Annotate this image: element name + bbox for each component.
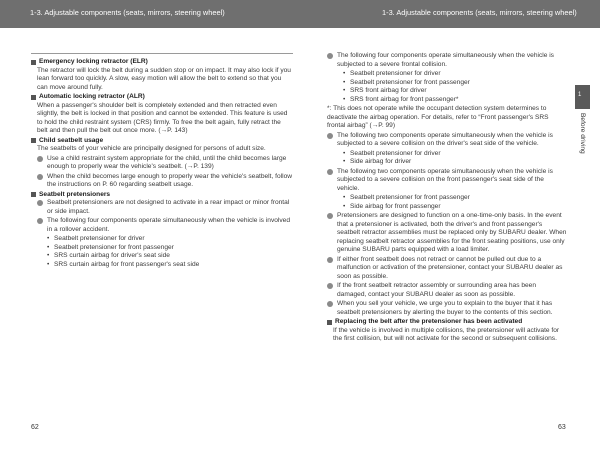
- square-bullet-icon: [327, 320, 332, 325]
- paragraph: If the vehicle is involved in multiple collisions, the pretensioner will activate for the first collision, but will not activate for the second or subsequent collisions.: [333, 326, 560, 342]
- bullet-item: Seatbelt pretensioners are not designed to activate in a rear impact or minor frontal or side impact.: [37, 199, 293, 216]
- right-header-title: 1-3. Adjustable components (seats, mirrors, steering wheel): [382, 8, 577, 17]
- component-list: [343, 70, 567, 104]
- list-item: • Seatbelt pretensioner for front passenger: [343, 79, 567, 88]
- section-heading: Child seatbelt usage: [31, 137, 293, 146]
- circle-bullet-icon: [327, 53, 333, 59]
- page-number-left: 62: [31, 424, 39, 431]
- section-heading: Seatbelt pretensioners: [31, 191, 293, 200]
- list-item: • Seatbelt pretensioner for driver: [343, 70, 567, 79]
- bullet-item: Pretensioners are designed to function on a one-time-only basis. In the event that a pretensioner is activated, both the driver's and front passenger's seatbelt retractor assemblies must be replaced only by SUBARU dealer. When replacing seatbelt retractor assemblies for the front seating positions, use only genuine SUBARU parts equipped with a load limiter.: [327, 212, 567, 255]
- bullet-item: If either front seatbelt does not retract or cannot be pulled out due to a malfunction or activation of the pretensioner, contact your SUBARU dealer as soon as possible.: [327, 256, 567, 282]
- square-bullet-icon: [31, 95, 36, 100]
- circle-bullet-icon: [327, 283, 333, 289]
- bullet-item: The following two components operate simultaneously when the vehicle is subjected to a severe collision on the driver's seat side of the vehicle.: [327, 132, 567, 149]
- circle-bullet-icon: [327, 133, 333, 139]
- circle-bullet-icon: [327, 301, 333, 307]
- bullet-item: Use a child restraint system appropriate for the child, until the child becomes large enough to properly wear the vehicle's seatbelt. (→P. 139): [37, 155, 293, 172]
- chapter-number: 1: [578, 92, 582, 98]
- list-item: • Seatbelt pretensioner for front passenger: [343, 194, 567, 203]
- circle-bullet-icon: [327, 169, 333, 175]
- left-column: [31, 53, 293, 270]
- circle-bullet-icon: [327, 257, 333, 263]
- list-item: • SRS front airbag for front passenger*: [343, 96, 567, 105]
- chapter-label: Before driving: [579, 113, 586, 154]
- bullet-item: The following four components operate simultaneously when the vehicle is involved in a rollover accident.: [37, 217, 293, 234]
- list-item: • SRS front airbag for driver: [343, 87, 567, 96]
- section-heading: Emergency locking retractor (ELR): [31, 58, 293, 67]
- bullet-item: The following four components operate simultaneously when the vehicle is subjected to a severe frontal collision.: [327, 52, 567, 69]
- section-heading: Replacing the belt after the pretensioner has been activated: [327, 318, 567, 327]
- bullet-item: When you sell your vehicle, we urge you to explain to the buyer that it has seatbelt pretensioners by alerting the buyer to the contents of this section.: [327, 300, 567, 317]
- circle-bullet-icon: [37, 200, 43, 206]
- paragraph: The seatbelts of your vehicle are principally designed for persons of adult size.: [37, 145, 266, 152]
- paragraph: The retractor will lock the belt during a sudden stop or on impact. It may also lock if you lean forward too quickly. A slow, easy motion will allow the belt to extend so that you can move around fully.: [37, 66, 291, 91]
- bullet-item: The following two components operate simultaneously when the vehicle is subjected to a severe collision on the front passenger's seat side of the vehicle.: [327, 168, 567, 194]
- bullet-item: When the child becomes large enough to properly wear the vehicle's seatbelt, follow the instructions on P. 60 regarding seatbelt usage.: [37, 173, 293, 190]
- list-item: • Side airbag for front passenger: [343, 203, 567, 212]
- list-item: • SRS curtain airbag for driver's seat side: [47, 252, 293, 261]
- component-list: [47, 235, 293, 269]
- left-header-title: 1-3. Adjustable components (seats, mirrors, steering wheel): [30, 8, 225, 17]
- component-list: [343, 194, 567, 211]
- circle-bullet-icon: [37, 156, 43, 162]
- list-item: • SRS curtain airbag for front passenger's seat side: [47, 261, 293, 270]
- list-item: • Side airbag for driver: [343, 158, 567, 167]
- page-number-right: 63: [558, 424, 566, 431]
- bullet-item: If the front seatbelt retractor assembly or surrounding area has been damaged, contact your SUBARU dealer as soon as possible.: [327, 282, 567, 299]
- circle-bullet-icon: [37, 174, 43, 180]
- list-item: • Seatbelt pretensioner for driver: [47, 235, 293, 244]
- page-header: [0, 0, 600, 28]
- section-heading: Automatic locking retractor (ALR): [31, 93, 293, 102]
- right-column: [327, 52, 567, 345]
- square-bullet-icon: [31, 60, 36, 65]
- circle-bullet-icon: [37, 218, 43, 224]
- square-bullet-icon: [31, 192, 36, 197]
- component-list: [343, 150, 567, 167]
- paragraph: When a passenger's shoulder belt is completely extended and then retracted even slightly, the belt is locked in that position and cannot be extended. This feature is used to hold the child restraint system (CRS) firmly. To free the belt again, fully retract the belt and then pull the belt out once more. (→P. 143): [37, 101, 288, 134]
- footnote: *: This does not operate while the occupant detection system determines to deactivate the airbag operation. For details, refer to “Front passenger's SRS frontal airbag” (→P. 99): [327, 105, 549, 129]
- square-bullet-icon: [31, 138, 36, 143]
- list-item: • Seatbelt pretensioner for driver: [343, 150, 567, 159]
- list-item: • Seatbelt pretensioner for front passenger: [47, 244, 293, 253]
- circle-bullet-icon: [327, 213, 333, 219]
